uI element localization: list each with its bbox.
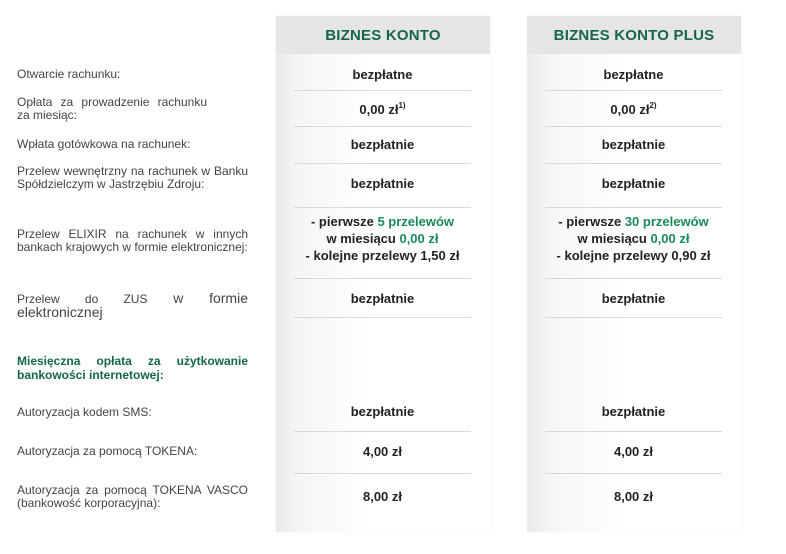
- value-internal-transfer: bezpłatnie: [601, 176, 666, 191]
- elixir-line-1: [545, 213, 722, 230]
- row-divider: [294, 431, 471, 432]
- label-sms-auth: Autoryzacja kodem SMS:: [17, 405, 152, 419]
- value-elixir-transfer: [545, 213, 722, 264]
- row-divider: [294, 317, 471, 318]
- label-token-auth: Autoryzacja za pomocą TOKENA:: [17, 444, 198, 458]
- elixir-free-count: 30 przelewów: [624, 214, 709, 229]
- elixir-month-prefix: w miesiącu: [326, 231, 400, 246]
- row-divider: [294, 126, 471, 127]
- footnote-marker: 2): [649, 100, 657, 110]
- elixir-prefix: - pierwsze: [310, 214, 378, 229]
- elixir-line-1: [294, 213, 471, 230]
- elixir-line-2: [294, 230, 471, 247]
- row-divider: [545, 317, 722, 318]
- elixir-line-2: [545, 230, 722, 247]
- value-account-opening: bezpłatne: [352, 67, 413, 82]
- value-zus-transfer: bezpłatnie: [350, 291, 415, 306]
- value-monthly-fee: [294, 101, 471, 118]
- row-divider: [545, 473, 722, 474]
- section-internet-banking: Miesięczna opłata za użytkowanie bankowości internetowej:: [17, 354, 248, 382]
- elixir-line-3: - kolejne przelewy 0,90 zł: [556, 248, 711, 263]
- plan-title: BIZNES KONTO: [276, 16, 490, 54]
- elixir-free-count: 5 przelewów: [377, 214, 455, 229]
- value-token-auth: 4,00 zł: [613, 444, 654, 459]
- row-divider: [545, 90, 722, 91]
- row-divider: [545, 207, 722, 208]
- value-monthly-fee: [545, 101, 722, 118]
- value-vasco-auth: 8,00 zł: [613, 489, 654, 504]
- value-cash-deposit: bezpłatnie: [350, 137, 415, 152]
- row-divider: [294, 163, 471, 164]
- label-monthly-fee: Opłata za prowadzenie rachunku za miesiąc:: [17, 95, 207, 122]
- label-zus-suffix: w formie elektronicznej: [17, 290, 248, 320]
- elixir-free-price: 0,00 zł: [399, 231, 439, 246]
- row-divider: [294, 278, 471, 279]
- row-divider: [545, 126, 722, 127]
- label-zus-transfer: [17, 292, 248, 320]
- elixir-line-3: - kolejne przelewy 1,50 zł: [305, 248, 460, 263]
- value-token-auth: 4,00 zł: [362, 444, 403, 459]
- label-elixir-transfer: Przelew ELIXIR na rachunek w innych bankach krajowych w formie elektronicznej:: [17, 227, 248, 254]
- value-internal-transfer: bezpłatnie: [350, 176, 415, 191]
- label-account-opening: Otwarcie rachunku:: [17, 67, 121, 81]
- monthly-fee-amount: 0,00 zł: [610, 102, 650, 117]
- plan-column-biznes-konto: [276, 16, 490, 532]
- label-cash-deposit: Wpłata gotówkowa na rachunek:: [17, 137, 191, 151]
- footnote-marker: 1): [398, 100, 406, 110]
- row-divider: [545, 278, 722, 279]
- elixir-prefix: - pierwsze: [558, 214, 625, 229]
- plan-column-biznes-konto-plus: [527, 16, 741, 532]
- value-vasco-auth: 8,00 zł: [362, 489, 403, 504]
- value-cash-deposit: bezpłatnie: [601, 137, 666, 152]
- row-divider: [545, 431, 722, 432]
- label-internal-transfer: Przelew wewnętrzny na rachunek w Banku Spółdzielczym w Jastrzębiu Zdroju:: [17, 164, 248, 191]
- value-sms-auth: bezpłatnie: [350, 404, 415, 419]
- label-zus-main: Przelew do ZUS: [17, 292, 148, 306]
- value-zus-transfer: bezpłatnie: [601, 291, 666, 306]
- row-divider: [545, 163, 722, 164]
- row-divider: [294, 207, 471, 208]
- label-vasco-auth: Autoryzacja za pomocą TOKENA VASCO (bankowość korporacyjna):: [17, 483, 248, 510]
- plan-title: BIZNES KONTO PLUS: [527, 16, 741, 54]
- value-sms-auth: bezpłatnie: [601, 404, 666, 419]
- value-account-opening: bezpłatne: [603, 67, 664, 82]
- row-divider: [294, 473, 471, 474]
- elixir-free-price: 0,00 zł: [650, 231, 690, 246]
- monthly-fee-amount: 0,00 zł: [359, 102, 399, 117]
- row-divider: [294, 90, 471, 91]
- value-elixir-transfer: [294, 213, 471, 264]
- elixir-month-prefix: w miesiącu: [577, 231, 651, 246]
